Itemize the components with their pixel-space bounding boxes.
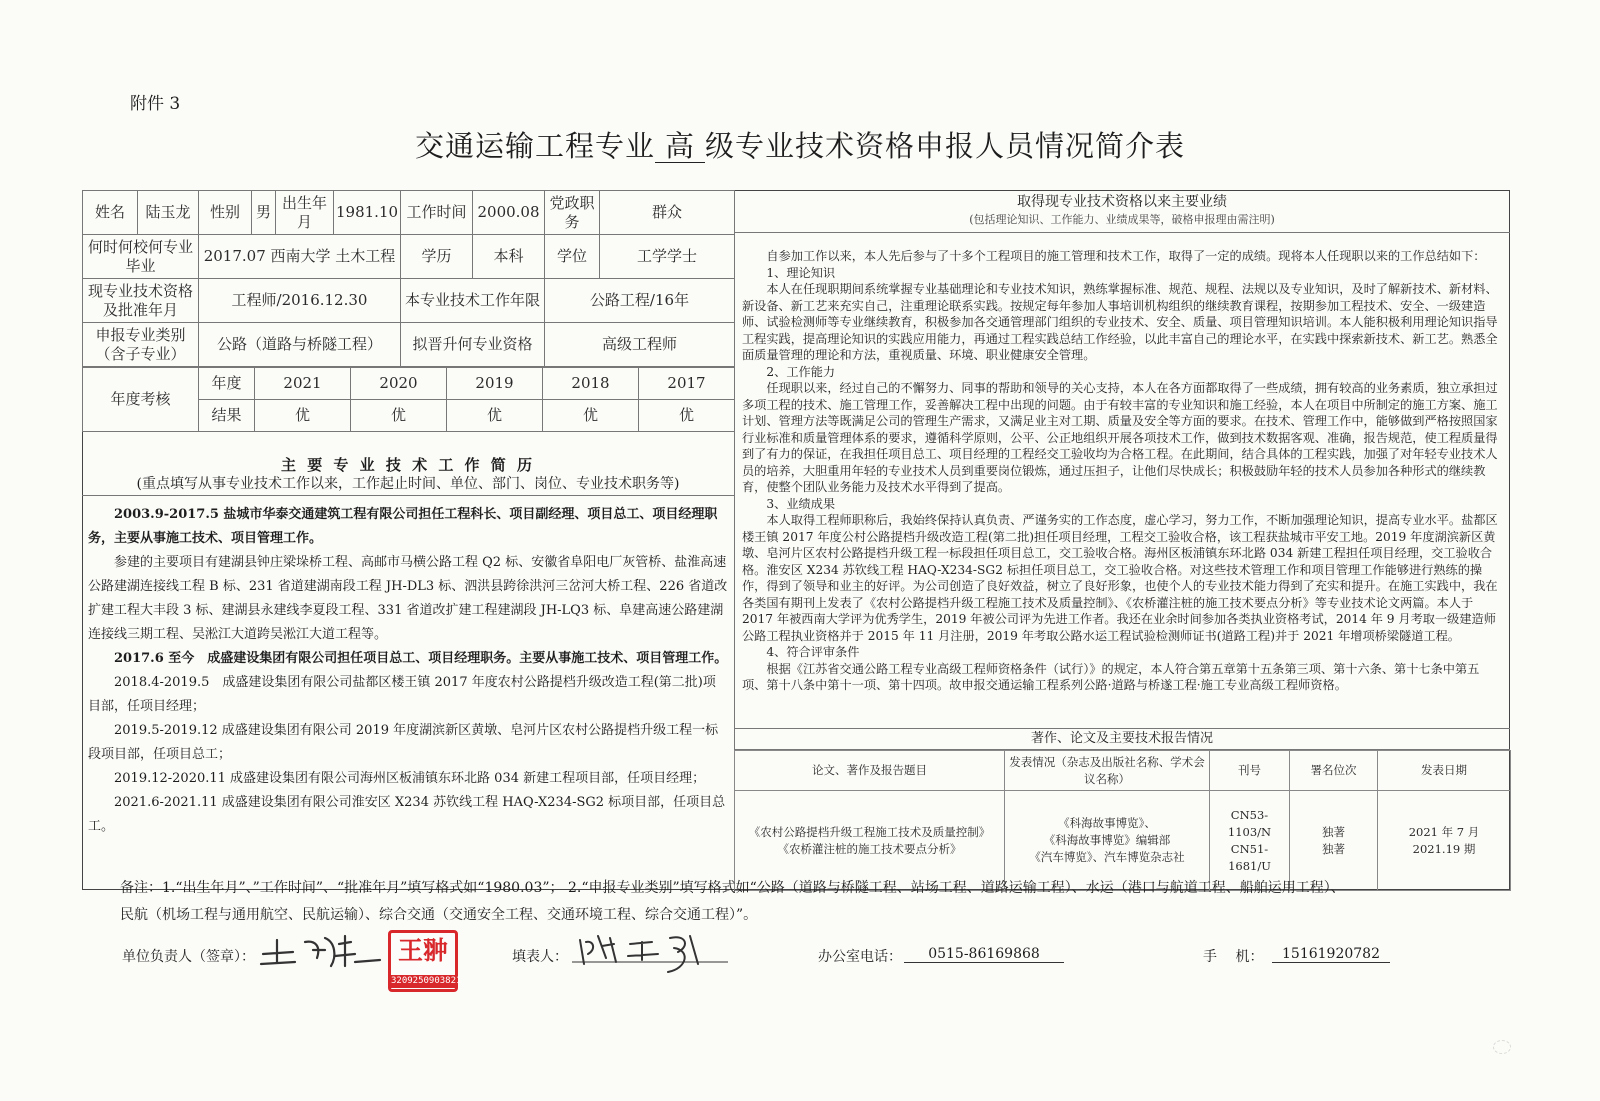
- result-cell: 优: [255, 400, 351, 432]
- pub-venue: 《科海故事博览》编辑部: [1043, 833, 1171, 847]
- pub-title: 《农桥灌注桩的施工技术要点分析》: [777, 841, 962, 856]
- achievement-heading: 2、工作能力: [766, 364, 836, 379]
- year-cell: 2018: [543, 368, 639, 400]
- apply-category-value: 公路（道路与桥隧工程）: [199, 323, 401, 367]
- career-header: [82, 455, 734, 496]
- result-label: 结果: [199, 400, 255, 432]
- achievements-body: [742, 248, 1502, 694]
- achievement-paragraph: 本人取得工程师职称后，我始终保持认真负责、严谨务实的工作态度，虚心学习，努力工作，不断加强理论知识，提高专业水平。盐都区楼王镇 2017 年度公村公路提档升级改造工程(第二批)担任项目经理，工程交工验收合格，该工程获盐城市平安工地。2019 年度湖滨新区黄墩、皂河片区农村公路提档升级工程一标段担任项目总工，交工验收合格。海州区板浦镇东环北路 034 新建工程担任项目经理，交工验收合格。淮安区 X234 苏钦线工程 HAQ-X234-SG2 标担任项目总工，交工验收合格。对这些技术管理工作和项目管理工作能够进行熟练的操作，得到了领导和业主的好评。为公司创造了良好效益，树立了良好形象，也使个人的专业技术能力得到了充实和提升。在施工实践中，我在各类国有期刊上发表了《农村公路提档升级工程施工技术及质量控制》、《农桥灌注桩的施工技术要点分析》等专业技术论文两篇。本人于 2017 年被西南大学评为优秀学生，2019 年被公司评为先进工作者。我还在业余时间参加各类执业资格考试，2014 年 9 月考取一级建造师公路工程执业资格并于 2015 年 11 月注册，2019 年考取公路水运工程试验检测师证书(道路工程)并于 2021 年增项桥梁隧道工程。: [742, 513, 1498, 643]
- career-paragraph: 2018.4-2019.5 成盛建设集团有限公司盐都区楼王镇 2017 年度农村公路提档升级改造工程(第二批)项目部，任项目经理；: [88, 675, 716, 714]
- achievements-title: 取得现专业技术资格以来主要业绩: [1017, 194, 1227, 210]
- degree-value: 工学学士: [600, 235, 735, 279]
- work-years-value: 公路工程/16年: [545, 279, 735, 323]
- work-time-label: 工作时间: [401, 191, 473, 235]
- promote-label: 拟晋升何专业资格: [401, 323, 545, 367]
- pub-rank: 独著: [1322, 841, 1345, 856]
- achievement-paragraph: 自参加工作以来，本人先后参与了十多个工程项目的施工管理和技术工作，取得了一定的成绩。现将本人任现职以来的工作总结如下：: [766, 249, 1486, 263]
- basic-info-table: [82, 190, 734, 432]
- scan-mark: [1493, 1040, 1511, 1054]
- career-body: [88, 503, 728, 839]
- career-paragraph: 2019.12-2020.11 成盛建设集团有限公司海州区板浦镇东环北路 034 新建工程项目部，任项目经理；: [114, 771, 706, 786]
- gender-label: 性别: [199, 191, 252, 235]
- achievement-paragraph: 任现职以来，经过自己的不懈努力、同事的帮助和领导的关心支持，本人在各方面都取得了一些成绩，拥有较高的业务素质，独立承担过多项工程的技术、施工管理工作，妥善解决工程中出现的问题。由于有较丰富的专业知识和施工经验，本人在项目中所制定的施工方案、施工计划、管理方法等既满足公司的管理生产需求，又满足业主对工期、质量及安全等方面的要求。在技术、管理工作中，能够做到严格按照国家行业标准和质量管理体系的要求，遵循科学原则，公平、公正地组织开展各项技术工作，做到技术数据客观、准确，报告规范，使工程质量得到了有力的保证，在我担任项目总工、项目经理的工程经交工验收均为合格工程。在此期间，结合具体的工程实践，加强了对年轻专业技术人员的培养，大胆重用年轻的专业技术人员到重要岗位锻炼，通过压担子，让他们尽快成长；积极鼓励年轻的技术人员参加各种形式的继续教育，使整个团队业务能力及技术水平得到了提高。: [742, 381, 1498, 494]
- mobile-value: 15161920782: [1272, 946, 1390, 963]
- gender-value: 男: [252, 191, 276, 235]
- school-value: 2017.07 西南大学 土木工程: [199, 235, 401, 279]
- pub-header-rank: 署名位次: [1290, 751, 1378, 791]
- career-subtitle: (重点填写从事专业技术工作以来，工作起止时间、单位、部门、岗位、专业技术职务等): [136, 476, 680, 492]
- leader-label: 单位负责人（签章）：: [122, 949, 255, 965]
- achievements-subtitle: (包括理论知识、工作能力、业绩成果等，破格申报理由需注明): [969, 213, 1275, 226]
- degree-label: 学位: [545, 235, 600, 279]
- birth-value: 1981.10: [334, 191, 401, 235]
- achievement-paragraph: 本人在任现职期间系统掌握专业基础理论和专业技术知识，熟练掌握标准、规范、规程、法规以及专业知识，及时了解新技术、新材料、新设备、新工艺来充实自己，注重理论联系实践。按规定每年参加人事培训机构组织的继续教育课程，按期参加工程技术、安全、一级建造师、试验检测师等专业继续教育，积极参加各交通管理部门组织的专业技术、安全、质量、项目管理知识培训。本人能积极利用理论知识指导工程实践，提高理论知识的实践应用能力，再通过工程实践总结工作经验，以此丰富自己的理论水平，在实践中探索新技术、新工艺。熟悉全面质量管理的理论和方法，重视质量、环境、职业健康安全管理。: [742, 282, 1498, 362]
- phone-value: 0515-86169868: [904, 946, 1064, 963]
- pub-header-venue: 发表情况（杂志及出版社名称、学术会议名称）: [1005, 751, 1210, 791]
- school-label: 何时何校何专业毕业: [83, 235, 199, 279]
- year-cell: 2021: [255, 368, 351, 400]
- note-line: 民航（机场工程与通用航空、民航运输）、综合交通（交通安全工程、交通环境工程、综合交通工程）”。: [120, 907, 758, 923]
- pub-issn: CN53-1103/N: [1227, 807, 1272, 839]
- name-label: 姓名: [83, 191, 138, 235]
- career-paragraph: 2021.6-2021.11 成盛建设集团有限公司淮安区 X234 苏钦线工程 HAQ-X234-SG2 标项目部，任项目总工。: [88, 795, 726, 834]
- year-cell: 2020: [351, 368, 447, 400]
- pub-date: 2021 年 7 月: [1408, 824, 1480, 839]
- career-paragraph: 2003.9-2017.5 盐城市华泰交通建筑工程有限公司担任工程科长、项目副经理、项目总工、项目经理职务，主要从事施工技术、项目管理工作。: [88, 507, 718, 546]
- pub-rank: 独著: [1322, 824, 1345, 839]
- career-paragraph: 2017.6 至今 成盛建设集团有限公司担任项目总工、项目经理职务。主要从事施工技术、项目管理工作。: [114, 651, 728, 666]
- pub-title: 《农村公路提档升级工程施工技术及质量控制》: [748, 824, 991, 839]
- filler-label: 填表人：: [512, 949, 568, 965]
- filler-signature: [570, 928, 730, 976]
- pub-header-issn: 刊号: [1210, 751, 1290, 791]
- official-seal: [388, 930, 462, 992]
- result-cell: 优: [543, 400, 639, 432]
- achievement-paragraph: 根据《江苏省交通公路工程专业高级工程师资格条件（试行）》的规定，本人符合第五章第十五条第三项、第十六条、第十七条中第五项、第十八条中第十一项、第十四项。故申报交通运输工程系列公路·道路与桥遂工程·施工专业高级工程师资格。: [742, 661, 1480, 692]
- career-paragraph: 参建的主要项目有建湖县钟庄梁垛桥工程、高邮市马横公路工程 Q2 标、安徽省阜阳电厂灰管桥、盐淮高速公路建湖连接线工程 B 标、231 省道建湖南段工程 JH-DL3 标、泗洪县跨徐洪河三岔河大桥工程、226 省道改扩建工程大丰段 3 标、建湖县永建线李夏段工程、331 省道改扩建工程建湖段 JH-LQ3 标、阜建高速公路建湖连接线三期工程、吴淞江大道跨吴淞江大道工程等。: [88, 555, 728, 642]
- pub-header-title: 论文、著作及报告题目: [735, 751, 1005, 791]
- qualification-value: 工程师/2016.12.30: [199, 279, 401, 323]
- achievement-heading: 4、符合评审条件: [766, 645, 860, 659]
- phone-label: 办公室电话：: [818, 949, 902, 965]
- note-line: 备注：1.“出生年月”、”工作时间”、“批准年月”填写格式如“1980.03”； 2.“申报专业类别”填写格式如“公路（道路与桥隧工程、站场工程、道路运输工程）、水运（港口与航道工程、船舶运用工程）、: [120, 880, 1345, 896]
- pub-venue: 《科海故事博览》、: [1058, 816, 1156, 830]
- result-cell: 优: [447, 400, 543, 432]
- result-cell: 优: [351, 400, 447, 432]
- page-title: [0, 124, 1600, 165]
- publications-title: 著作、论文及主要技术报告情况: [734, 728, 1510, 750]
- career-paragraph: 2019.5-2019.12 成盛建设集团有限公司 2019 年度湖滨新区黄墩、皂河片区农村公路提档升级工程一标段项目部，任项目总工；: [88, 723, 719, 762]
- name-value: 陆玉龙: [138, 191, 199, 235]
- year-cell: 2019: [447, 368, 543, 400]
- attachment-label: 附件 3: [130, 94, 181, 114]
- party-value: 群众: [600, 191, 735, 235]
- notes: [120, 875, 1520, 929]
- pub-venue: 《汽车博览》、汽车博览杂志社: [1029, 850, 1185, 864]
- promote-value: 高级工程师: [545, 323, 735, 367]
- title-prefix: 交通运输工程专业: [414, 129, 655, 163]
- edu-value: 本科: [473, 235, 545, 279]
- qualification-label: 现专业技术资格及批准年月: [83, 279, 199, 323]
- career-title: 主 要 专 业 技 术 工 作 简 历: [280, 456, 535, 474]
- pub-header-date: 发表日期: [1378, 751, 1511, 791]
- pub-date: 2021.19 期: [1412, 841, 1476, 856]
- work-time-value: 2000.08: [473, 191, 545, 235]
- pub-issn: CN51-1681/U: [1228, 841, 1271, 873]
- seal-code: 3209250903821: [391, 976, 462, 986]
- edu-label: 学历: [401, 235, 473, 279]
- annual-assessment-label: 年度考核: [83, 368, 199, 432]
- leader-signature: [255, 932, 385, 972]
- achievement-heading: 3、业绩成果: [766, 496, 836, 511]
- publications-table: [734, 750, 1510, 891]
- party-label: 党政职务: [545, 191, 600, 235]
- birth-label: 出生年月: [276, 191, 334, 235]
- year-label: 年度: [199, 368, 255, 400]
- apply-category-label: 申报专业类别（含子专业）: [83, 323, 199, 367]
- seal-name: 王翀: [397, 936, 448, 965]
- title-suffix: 级专业技术资格申报人员情况简介表: [705, 129, 1186, 163]
- achievements-header: [734, 190, 1510, 233]
- result-cell: 优: [639, 400, 735, 432]
- title-level: 高: [655, 130, 705, 163]
- year-cell: 2017: [639, 368, 735, 400]
- achievement-heading: 1、理论知识: [766, 265, 836, 280]
- work-years-label: 本专业技术工作年限: [401, 279, 545, 323]
- mobile-label: 手 机：: [1203, 949, 1264, 965]
